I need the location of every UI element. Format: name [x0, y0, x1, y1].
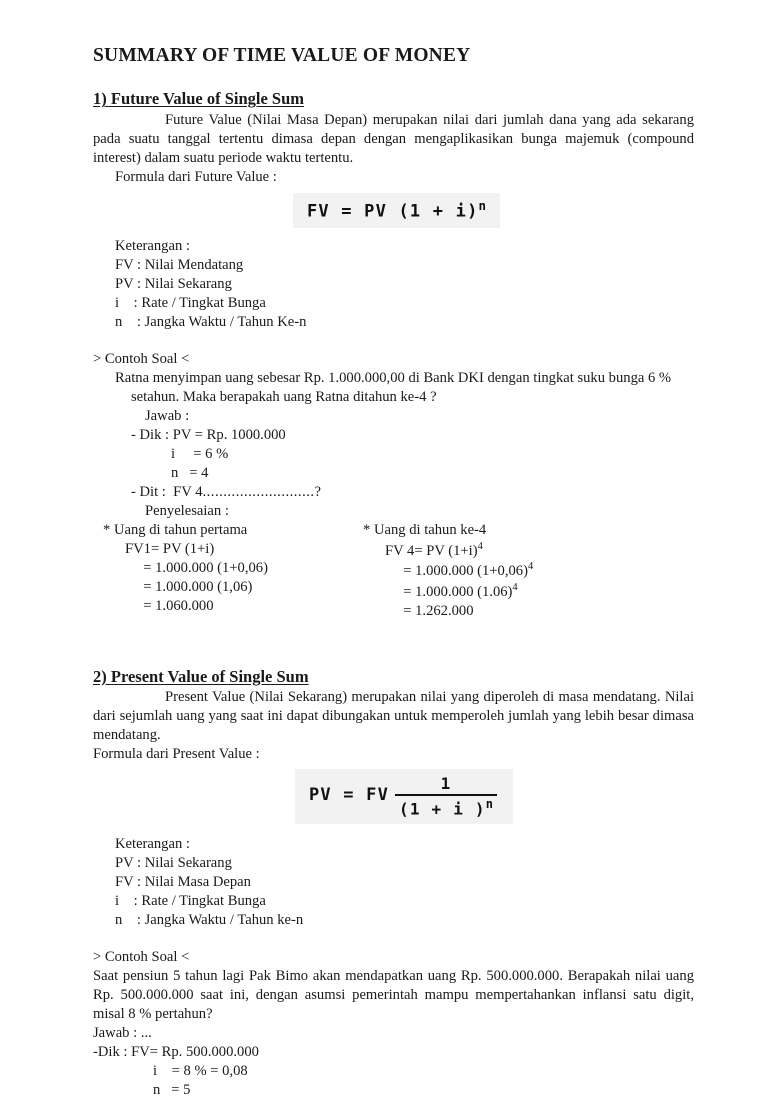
section-2-heading-text: 2) Present Value of Single Sum — [93, 666, 309, 686]
section-1-example — [93, 350, 694, 641]
fraction-denominator-exponent: n — [485, 797, 493, 812]
calc-right-line-2 — [363, 560, 533, 581]
fraction-denominator-base: (1 + i ) — [399, 799, 486, 819]
future-value-formula — [293, 193, 500, 228]
keterangan-item-i: i : Rate / Tingkat Bunga — [115, 295, 266, 311]
dit-end-1: ? — [314, 483, 321, 500]
keterangan-2-item-n: n : Jangka Waktu / Tahun ke-n — [115, 912, 304, 929]
present-value-fraction — [395, 776, 497, 817]
present-value-formula — [295, 769, 513, 823]
calc-left-line-4: = 1.060.000 — [125, 597, 214, 614]
section-2-formula-label: Formula dari Present Value : — [93, 746, 260, 763]
section-2-example — [93, 948, 694, 1100]
section-2-keterangan-label: Keterangan : — [115, 836, 190, 853]
contoh-soal-marker-2: > Contoh Soal < — [93, 949, 190, 966]
keterangan-item-fv: FV : Nilai Mendatang — [115, 257, 244, 274]
calculation-column-left — [103, 521, 268, 616]
section-1-heading-text: 1) Future Value of Single Sum — [93, 89, 305, 109]
present-value-formula-lhs: PV = FV — [309, 785, 390, 806]
section-1-keterangan-label: Keterangan : — [115, 238, 190, 255]
calculation-columns — [93, 521, 694, 641]
section-1-formula-label: Formula dari Future Value : — [115, 169, 277, 186]
calc-right-line-4: = 1.262.000 — [385, 603, 474, 620]
future-value-formula-exponent: n — [478, 198, 487, 214]
question-2: Saat pensiun 5 tahun lagi Pak Bimo akan mendapatkan uang Rp. 500.000.000. Berapakah nilai uang Rp. 500.000.000 saat ini, dengan asumsi pemerintah mampu mempertahankan inflansi satu digit, misal 8 % pertahun? — [93, 968, 694, 1023]
dit-line-1 — [93, 483, 694, 502]
fraction-numerator: 1 — [440, 774, 452, 794]
calc-right-line-2-sup: 4 — [527, 561, 534, 573]
dik-n-2: n = 5 — [153, 1081, 191, 1098]
keterangan-2-item-i: i : Rate / Tingkat Bunga — [115, 893, 266, 910]
dik-i-2: i = 8 % = 0,08 — [153, 1062, 248, 1079]
fraction-denominator — [395, 794, 497, 817]
calc-right-line-2-base: = 1.000.000 (1+0,06) — [385, 563, 528, 580]
calc-right-line-3 — [363, 581, 533, 602]
section-present-value — [93, 667, 694, 1100]
section-gap — [93, 641, 694, 667]
section-1-heading — [93, 89, 694, 109]
spacer — [93, 334, 694, 350]
section-2-keterangan — [93, 835, 694, 930]
section-future-value — [93, 89, 694, 640]
question-line-1: Ratna menyimpan uang sebesar Rp. 1.000.000,00 di Bank DKI dengan tingkat suku bunga 6 % — [115, 369, 672, 386]
dik-i-1: i = 6 % — [171, 445, 229, 462]
calc-right-line-3-sup: 4 — [512, 582, 518, 594]
jawab-label-1: Jawab : — [145, 407, 190, 424]
calc-right-line-1-base: FV 4= PV (1+i) — [385, 542, 478, 559]
section-1-formula-wrap — [93, 193, 694, 229]
dit-label-1: - Dit : FV 4 — [131, 483, 203, 500]
dik-line-2: -Dik : FV= Rp. 500.000.000 — [93, 1044, 259, 1061]
section-1-keterangan — [93, 237, 694, 332]
keterangan-item-pv: PV : Nilai Sekarang — [115, 276, 232, 293]
spacer — [93, 932, 694, 948]
calc-left-line-1: FV1= PV (1+i) — [125, 540, 215, 557]
section-1-paragraph: Future Value (Nilai Masa Depan) merupakan nilai dari jumlah dana yang ada sekarang pada suatu tanggal tertentu dimasa depan dengan mengaplikasikan bunga majemuk (compound interest) dalam suatu periode waktu tertentu. — [93, 112, 694, 167]
calculation-column-right — [363, 521, 533, 621]
section-1-formula-label-wrap — [93, 168, 694, 187]
keterangan-item-n: n : Jangka Waktu / Tahun Ke-n — [115, 313, 307, 330]
question-line-2: setahun. Maka berapakah uang Ratna ditahun ke-4 ? — [131, 388, 437, 405]
keterangan-2-item-pv: PV : Nilai Sekarang — [115, 855, 232, 872]
calc-left-title: * Uang di tahun pertama — [103, 521, 248, 538]
page-title: SUMMARY OF TIME VALUE OF MONEY — [93, 45, 471, 66]
calc-right-line-1-sup: 4 — [477, 540, 483, 552]
penyelesaian-label-1: Penyelesaian : — [145, 502, 229, 519]
jawab-label-2: Jawab : ... — [93, 1025, 152, 1042]
dit-dots-1: ........................... — [202, 483, 315, 500]
calc-left-line-3: = 1.000.000 (1,06) — [125, 578, 253, 595]
calc-left-line-2: = 1.000.000 (1+0,06) — [125, 559, 268, 576]
calc-right-title: * Uang di tahun ke-4 — [363, 521, 487, 538]
keterangan-2-item-fv: FV : Nilai Masa Depan — [115, 874, 251, 891]
calc-right-line-1 — [363, 540, 533, 561]
document-content — [93, 45, 694, 1100]
dik-n-1: n = 4 — [171, 464, 209, 481]
dik-line-1: - Dik : PV = Rp. 1000.000 — [131, 426, 286, 443]
calc-right-line-3-base: = 1.000.000 (1.06) — [385, 584, 513, 601]
contoh-soal-marker-1: > Contoh Soal < — [93, 350, 190, 367]
future-value-formula-base: FV = PV (1 + i) — [307, 201, 479, 222]
section-2-heading — [93, 667, 694, 687]
section-2-paragraph: Present Value (Nilai Sekarang) merupakan nilai yang diperoleh di masa mendatang. Nilai dari sejumlah uang yang saat ini dapat dibungakan untuk memperoleh jumlah yang lebih besar dimasa mendatang. — [93, 689, 694, 744]
